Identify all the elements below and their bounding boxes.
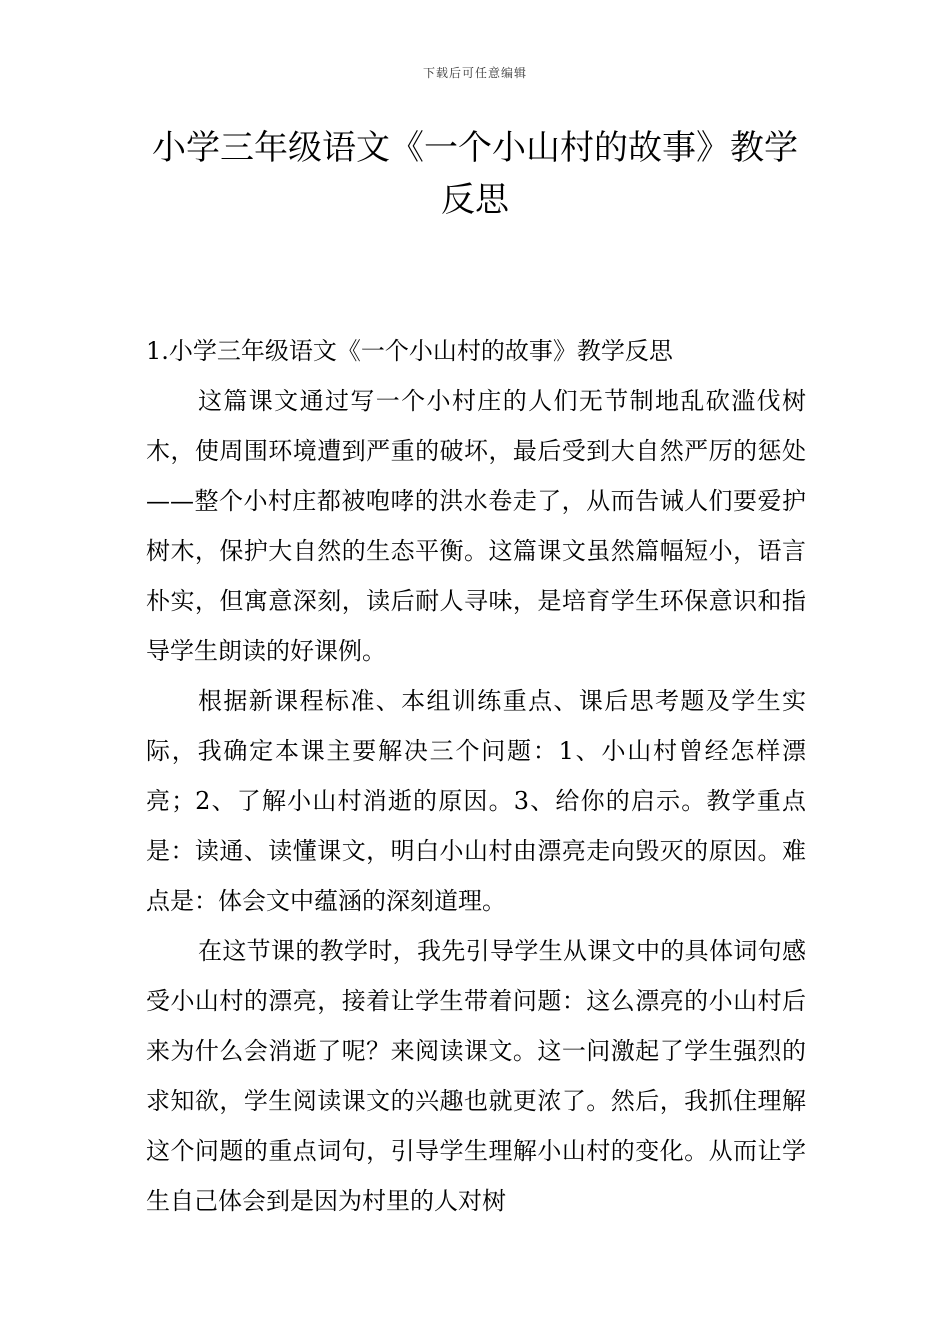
document-title: 小学三年级语文《一个小山村的故事》教学反思 (152, 128, 798, 220)
paragraph-3: 在这节课的教学时，我先引导学生从课文中的具体词句感受小山村的漂亮，接着让学生带着问题：这么漂亮的小山村后来为什么会消逝了呢？来阅读课文。这一问激起了学生强烈的求知欲，学生阅读课文的兴趣也就更浓了。然后，我抓住理解这个问题的重点词句，引导学生理解小山村的变化。从而让学生自己体会到是因为村里的人对树 (146, 937, 806, 1215)
header-note: 下载后可任意编辑 (422, 66, 527, 80)
section-heading: 1.小学三年级语文《一个小山村的故事》教学反思 (146, 337, 673, 365)
paragraph-1: 这篇课文通过写一个小村庄的人们无节制地乱砍滥伐树木，使周围环境遭到严重的破坏，最后受到大自然严厉的惩处——整个小村庄都被咆哮的洪水卷走了，从而告诫人们要爱护树木，保护大自然的生态平衡。这篇课文虽然篇幅短小，语言朴实，但寓意深刻，读后耐人寻味，是培育学生环保意识和指导学生朗读的好课例。 (146, 387, 806, 665)
paragraph-2: 根据新课程标准、本组训练重点、课后思考题及学生实际，我确定本课主要解决三个问题：1、小山村曾经怎样漂亮；2、了解小山村消逝的原因。3、给你的启示。教学重点是：读通、读懂课文，明白小山村由漂亮走向毁灭的原因。难点是：体会文中蕴涵的深刻道理。 (146, 687, 806, 915)
document-body (146, 326, 806, 1226)
